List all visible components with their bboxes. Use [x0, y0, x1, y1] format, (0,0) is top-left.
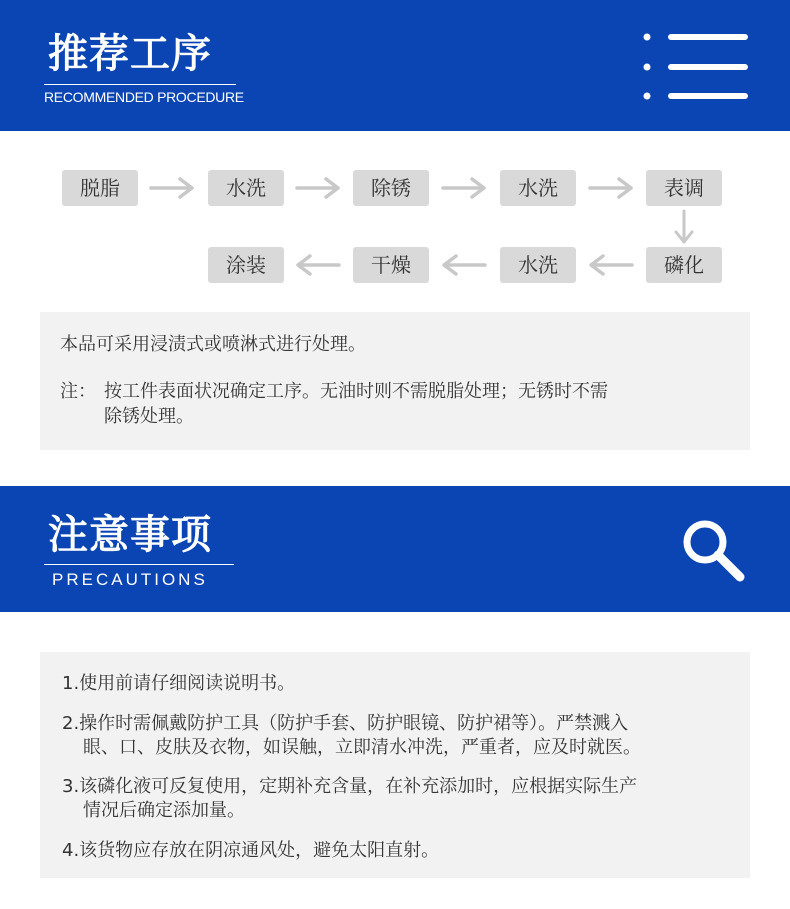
- title-underline: [44, 84, 236, 85]
- arrow-left-icon: [586, 253, 636, 277]
- precaution-item-2-cont: 眼、口、皮肤及衣物，如误触，立即清水冲洗，严重者，应及时就医。: [83, 737, 641, 758]
- step-rust-removal: 除锈: [353, 170, 429, 206]
- arrow-right-icon: [439, 176, 489, 200]
- note-text-line2: 除锈处理。: [104, 406, 194, 427]
- section-subtitle-precautions: PRECAUTIONS: [52, 570, 208, 589]
- menu-list-icon: [640, 32, 750, 102]
- step-water-rinse-3: 水洗: [500, 247, 576, 283]
- precaution-item-2: 2.操作时需佩戴防护工具（防护手套、防护眼镜、防护裙等）。严禁溅入: [62, 713, 629, 734]
- step-phosphating: 磷化: [646, 247, 722, 283]
- arrow-down-icon: [672, 208, 696, 246]
- step-drying: 干燥: [353, 247, 429, 283]
- arrow-left-icon: [293, 253, 343, 277]
- precaution-item-3-cont: 情况后确定添加量。: [83, 800, 245, 821]
- title-underline: [44, 564, 234, 565]
- arrow-right-icon: [293, 176, 343, 200]
- step-degreasing: 脱脂: [62, 170, 138, 206]
- arrow-left-icon: [439, 253, 489, 277]
- section-title-procedure: 推荐工序: [48, 31, 212, 77]
- search-icon: [680, 517, 746, 583]
- arrow-right-icon: [147, 176, 197, 200]
- note-method: 本品可采用浸渍式或喷淋式进行处理。: [60, 334, 366, 355]
- arrow-right-icon: [586, 176, 636, 200]
- section-title-precautions: 注意事项: [48, 512, 212, 558]
- step-painting: 涂装: [208, 247, 284, 283]
- precaution-item-4: 4.该货物应存放在阴凉通风处，避免太阳直射。: [62, 840, 440, 861]
- step-surface-conditioning: 表调: [646, 170, 722, 206]
- step-water-rinse-1: 水洗: [208, 170, 284, 206]
- precaution-item-3: 3.该磷化液可反复使用，定期补充含量，在补充添加时，应根据实际生产: [62, 776, 638, 797]
- section-subtitle-procedure: RECOMMENDED PROCEDURE: [44, 89, 244, 105]
- step-water-rinse-2: 水洗: [500, 170, 576, 206]
- precaution-item-1: 1.使用前请仔细阅读说明书。: [62, 673, 296, 694]
- note-text-line1: 按工件表面状况确定工序。无油时则不需脱脂处理；无锈时不需: [104, 381, 608, 402]
- note-prefix: 注：: [60, 381, 96, 402]
